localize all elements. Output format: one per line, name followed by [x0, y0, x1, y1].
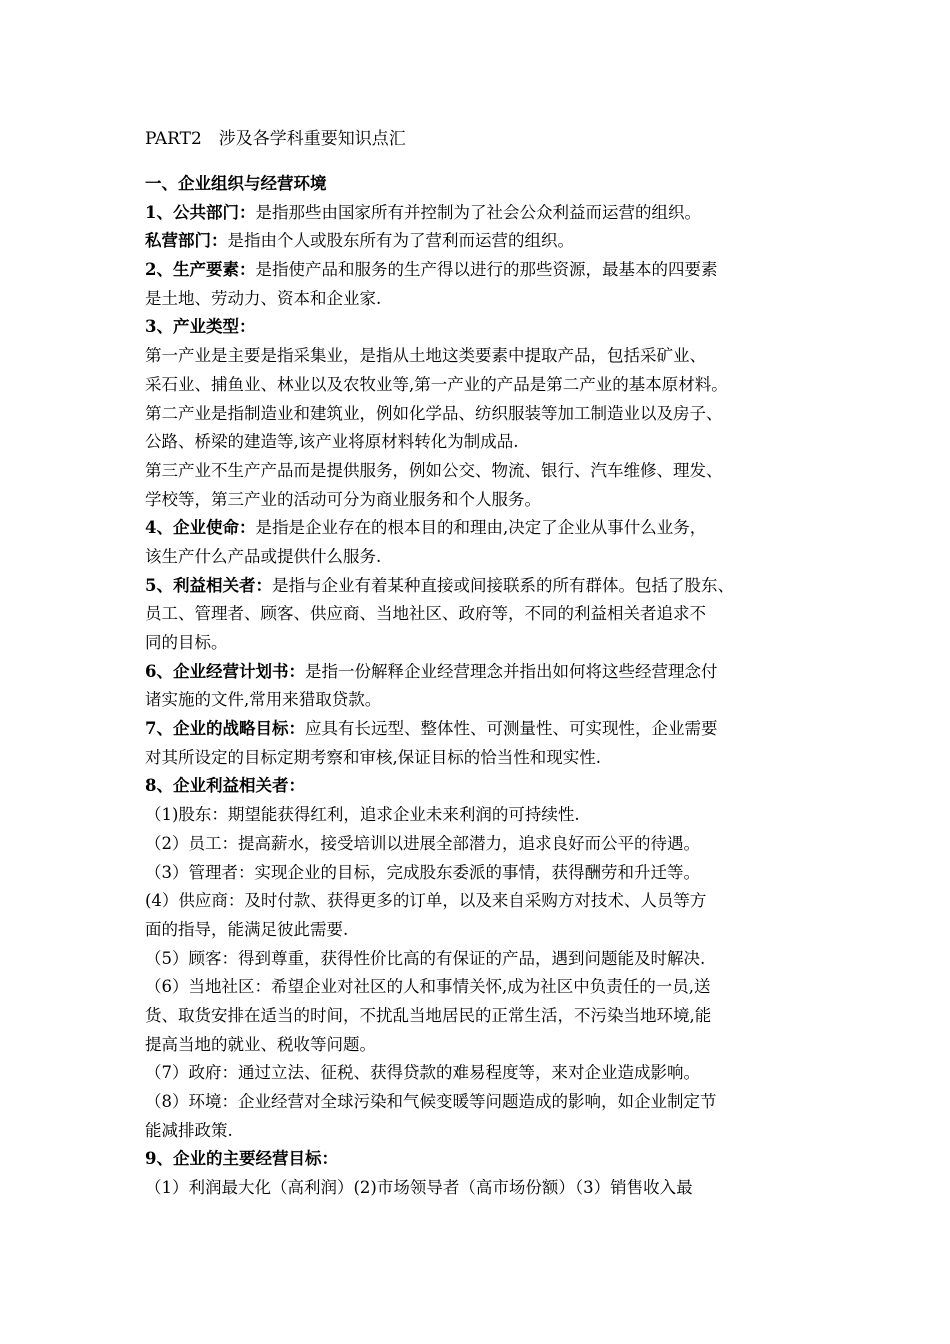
line-text: 第一产业是主要是指采集业，是指从土地这类要素中提取产品，包括采矿业、 [145, 346, 706, 366]
line-text: 对其所设定的目标定期考察和审核,保证目标的恰当性和现实性. [145, 747, 601, 767]
term-heading: 4、企业使命： [145, 518, 256, 538]
term-heading: 私营部门： [145, 231, 228, 251]
line-text: 员工、管理者、顾客、供应商、当地社区、政府等，不同的利益相关者追求不 [145, 604, 706, 624]
line-text: 是指使产品和服务的生产得以进行的那些资源，最基本的四要素 [255, 260, 718, 280]
text-line [145, 572, 825, 601]
text-line [145, 1031, 825, 1060]
line-text: 是指与企业有着某种直接或间接联系的所有群体。包括了股东、 [271, 575, 734, 595]
line-text: 是指是企业存在的根本目的和理由,决定了企业从事什么业务， [255, 518, 707, 538]
line-text: （8）环境：企业经营对全球污染和气候变暖等问题造成的影响，如企业制定节 [145, 1092, 717, 1111]
term-heading: 一、企业组织与经营环境 [145, 174, 327, 193]
part-title: PART2 涉及各学科重要知识点汇 [145, 129, 406, 149]
text-line [145, 715, 825, 744]
text-line [145, 1059, 825, 1088]
text-line [145, 543, 825, 572]
term-heading: 6、企业经营计划书： [145, 661, 305, 681]
line-text: （5）顾客：得到尊重，获得性价比高的有保证的产品，遇到问题能及时解决. [145, 948, 706, 968]
text-line [145, 428, 825, 457]
text-line [145, 457, 825, 486]
text-line [145, 371, 825, 400]
line-text: （3）管理者：实现企业的目标，完成股东委派的事情，获得酬劳和升迁等。 [145, 862, 700, 882]
line-text: 货、取货安排在适当的时间，不扰乱当地居民的正常生活，不污染当地环境,能 [145, 1005, 712, 1025]
text-line [145, 629, 825, 658]
line-text: 是指由个人或股东所有为了营利而运营的组织。 [227, 231, 574, 251]
text-line [145, 1002, 825, 1031]
text-line [145, 1117, 825, 1146]
term-heading: 2、生产要素： [145, 260, 256, 280]
text-line [145, 859, 825, 888]
text-line [145, 945, 825, 974]
line-text: （2）员工：提高薪水，接受培训以进展全部潜力，追求良好而公平的待遇。 [145, 833, 700, 853]
term-heading: 8、企业利益相关者： [145, 776, 305, 796]
line-text: 是指一份解释企业经营理念并指出如何将这些经营理念付 [304, 661, 718, 681]
text-line [145, 1088, 825, 1117]
line-text: 诸实施的文件,常用来猎取贷款。 [145, 690, 382, 710]
text-line [145, 400, 825, 429]
line-text: 采石业、捕鱼业、林业以及农牧业等,第一产业的产品是第二产业的基本原材料。 [145, 374, 728, 394]
line-text: 是指那些由国家所有并控制为了社会公众利益而运营的组织。 [255, 202, 701, 222]
line-text: 是土地、劳动力、资本和企业家. [145, 288, 382, 308]
text-line [145, 170, 825, 199]
text-line [145, 313, 825, 342]
text-line [145, 830, 825, 859]
line-text: 面的指导，能满足彼此需要. [145, 919, 349, 939]
text-line [145, 342, 825, 371]
line-text: 能减排政策. [145, 1120, 233, 1140]
text-line [145, 772, 825, 801]
line-text: （7）政府：通过立法、征税、获得贷款的难易程度等，来对企业造成影响。 [145, 1063, 700, 1083]
line-text: 学校等，第三产业的活动可分为商业服务和个人服务。 [145, 489, 541, 509]
text-line [145, 514, 825, 543]
text-line [145, 916, 825, 945]
term-heading: 7、企业的战略目标： [145, 719, 305, 739]
term-heading: 3、产业类型： [145, 317, 256, 337]
line-text: 同的目标。 [145, 633, 228, 652]
text-line [145, 600, 825, 629]
text-line [145, 1145, 825, 1174]
line-text: 应具有长远型、整体性、可测量性、可实现性，企业需要 [304, 719, 718, 739]
text-line [145, 744, 825, 773]
line-text: 第二产业是指制造业和建筑业，例如化学品、纺织服装等加工制造业以及房子、 [145, 403, 723, 423]
term-heading: 1、公共部门： [145, 202, 256, 222]
text-line [145, 256, 825, 285]
text-line [145, 686, 825, 715]
text-line [145, 199, 825, 228]
line-text: 公路、桥梁的建造等,该产业将原材料转化为制成品. [145, 432, 519, 452]
text-line [145, 486, 825, 515]
line-text: （6）当地社区：希望企业对社区的人和事情关怀,成为社区中负责任的一员,送 [145, 977, 711, 997]
line-text: （1）利润最大化（高利润）(2)市场领导者（高市场份额）（3）销售收入最 [145, 1178, 693, 1198]
line-text: （1)股东：期望能获得红利，追求企业未来利润的可持续性. [145, 805, 580, 825]
text-line [145, 1174, 825, 1203]
text-line [145, 227, 825, 256]
text-line [145, 973, 825, 1002]
line-text: 提高当地的就业、税收等问题。 [145, 1034, 376, 1054]
term-heading: 5、利益相关者： [145, 575, 272, 595]
text-line [145, 887, 825, 916]
text-line [145, 285, 825, 314]
text-line [145, 801, 825, 830]
text-line [145, 658, 825, 687]
term-heading: 9、企业的主要经营目标： [145, 1149, 338, 1169]
line-text: 该生产什么产品或提供什么服务. [145, 546, 382, 566]
document-body [145, 170, 825, 1203]
line-text: 第三产业不生产产品而是提供服务，例如公交、物流、银行、汽车维修、理发、 [145, 460, 723, 480]
line-text: (4）供应商：及时付款、获得更多的订单，以及来自采购方对技术、人员等方 [145, 891, 707, 911]
